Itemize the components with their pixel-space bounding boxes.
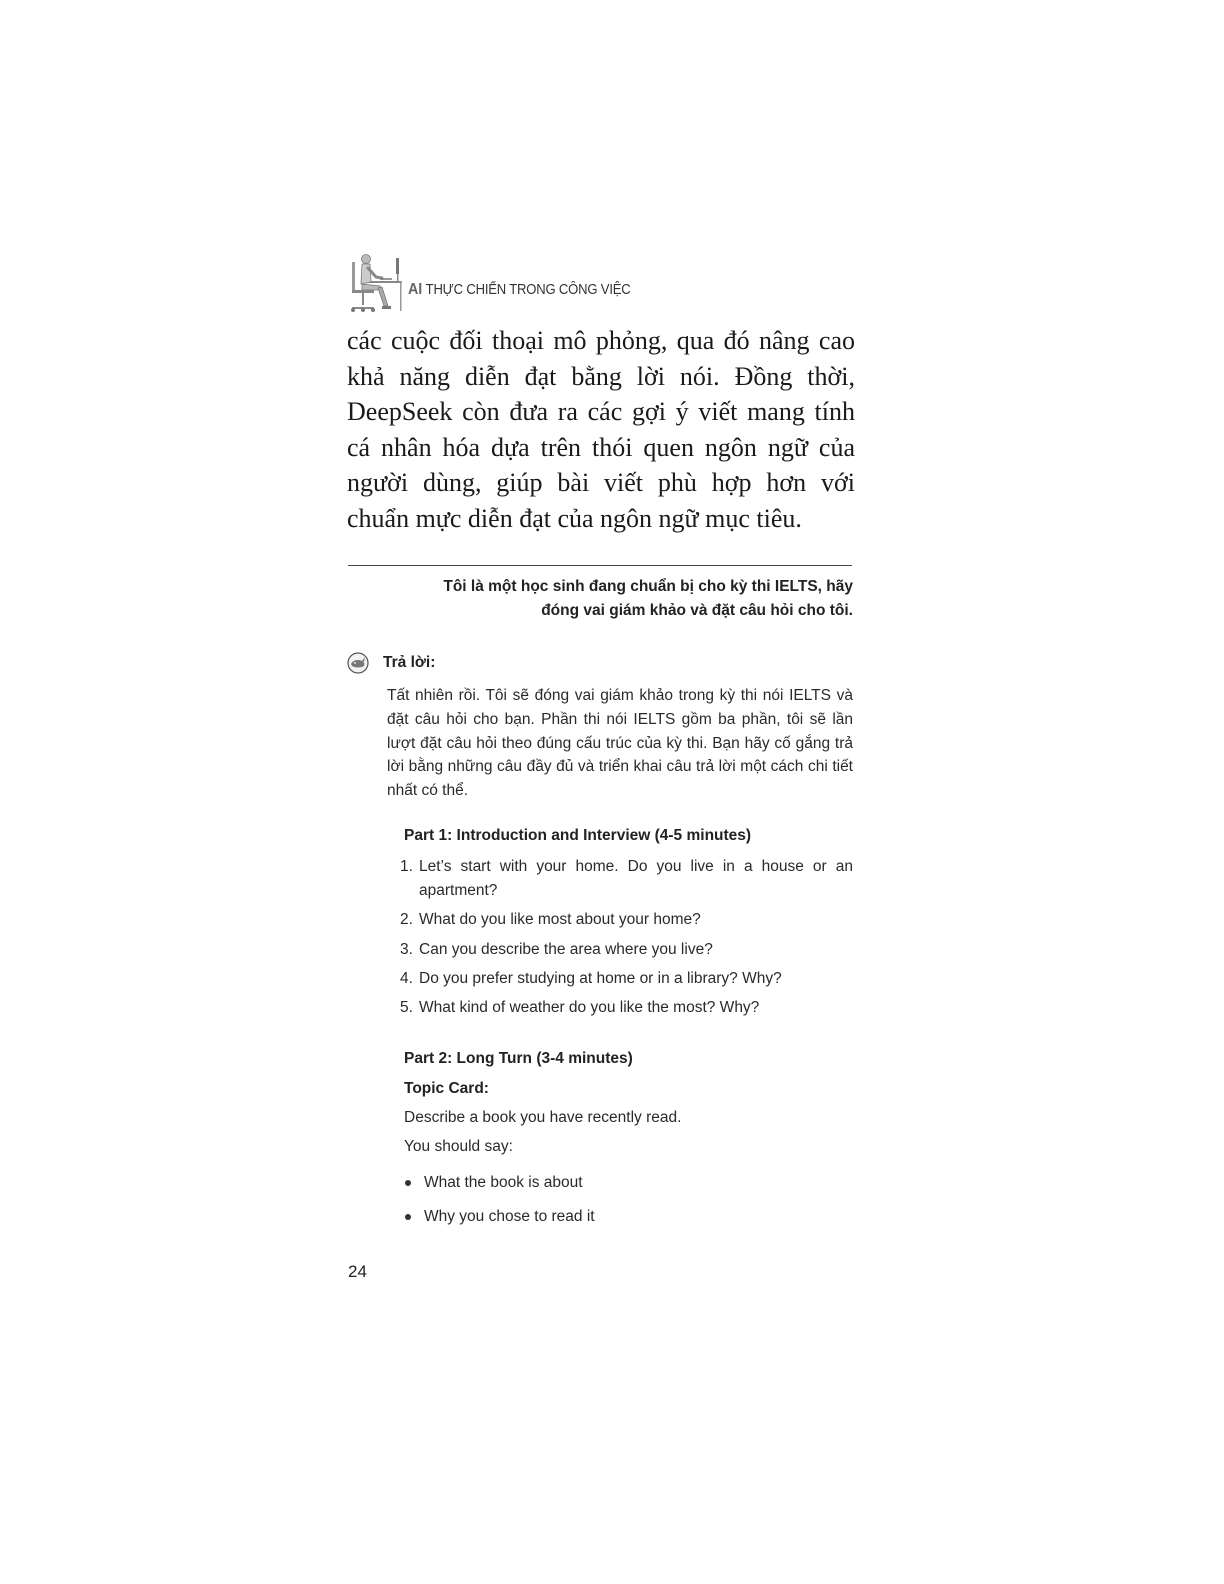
- answer-body: [387, 684, 853, 803]
- list-item: [400, 996, 853, 1020]
- user-prompt: [400, 575, 853, 623]
- list-item-text: What do you like most about your home?: [419, 911, 701, 929]
- list-item-number: 4.: [400, 969, 413, 987]
- book-title-text: THỰC CHIẾN TRONG CÔNG VIỆC: [425, 282, 631, 298]
- answer-text: Tất nhiên rồi. Tôi sẽ đóng vai giám khảo trong kỳ thi nói IELTS và đặt câu hỏi cho bạn. Phần thi nói IELTS gồm ba phần, tôi sẽ lần lượt đặt câu hỏi theo đúng cấu trúc của kỳ thi. Bạn hãy cố gắng trả lời bằng những câu đầy đủ và triển khai câu trả lời một cách chi tiết nhất có thể.: [387, 687, 853, 800]
- list-item: [400, 938, 853, 962]
- person-at-desk-icon: [344, 252, 404, 314]
- intro-paragraph: [347, 323, 855, 537]
- list-item-text: Do you prefer studying at home or in a library? Why?: [419, 969, 782, 987]
- answer-heading: [347, 652, 435, 674]
- whale-answer-icon: [347, 652, 369, 674]
- part1-title: Part 1: Introduction and Interview (4-5 minutes): [404, 827, 752, 844]
- list-item: [404, 1171, 595, 1195]
- divider-line: [348, 565, 852, 566]
- should-say-text: You should say:: [404, 1138, 513, 1155]
- bullet-icon: [405, 1180, 411, 1186]
- list-item-number: 1.: [400, 858, 413, 875]
- list-item: [400, 908, 853, 932]
- list-item: [400, 855, 853, 903]
- list-item-number: 5.: [400, 999, 413, 1017]
- list-item-text: Let’s start with your home. Do you live in a house or an apartment?: [419, 858, 853, 899]
- intro-text: các cuộc đối thoại mô phỏng, qua đó nâng cao khả năng diễn đạt bằng lời nói. Đồng thời, DeepSeek còn đưa ra các gợi ý viết mang tính cá nhân hóa dựa trên thói quen ngôn ngữ của người dùng, giúp bài viết phù hợp hơn với chuẩn mực diễn đạt của ngôn ngữ mục tiêu.: [347, 326, 855, 533]
- list-item-number: 3.: [400, 940, 413, 958]
- page-number: 24: [348, 1262, 367, 1281]
- topic-card-label: Topic Card:: [404, 1080, 489, 1097]
- list-item: [404, 1205, 595, 1229]
- list-item: [400, 967, 853, 991]
- running-header: [344, 252, 655, 314]
- user-prompt-line-2: đóng vai giám khảo và đặt câu hỏi cho tôi.: [541, 602, 853, 619]
- list-item-text: What the book is about: [424, 1174, 583, 1191]
- list-item-text: Why you chose to read it: [424, 1208, 595, 1225]
- list-item-text: What kind of weather do you like the most? Why?: [419, 999, 760, 1017]
- part1-question-list: [400, 855, 853, 1025]
- topic-bullet-list: [404, 1171, 595, 1239]
- topic-card-text: Describe a book you have recently read.: [404, 1109, 682, 1126]
- book-title: [408, 281, 631, 299]
- answer-label: Trả lời:: [383, 654, 436, 671]
- part2-title: Part 2: Long Turn (3-4 minutes): [404, 1050, 633, 1067]
- book-title-prefix: AI: [408, 281, 423, 298]
- user-prompt-line-1: Tôi là một học sinh đang chuẩn bị cho kỳ thi IELTS, hãy: [443, 578, 853, 595]
- bullet-icon: [405, 1214, 411, 1220]
- list-item-number: 2.: [400, 911, 413, 929]
- list-item-text: Can you describe the area where you live?: [419, 940, 713, 958]
